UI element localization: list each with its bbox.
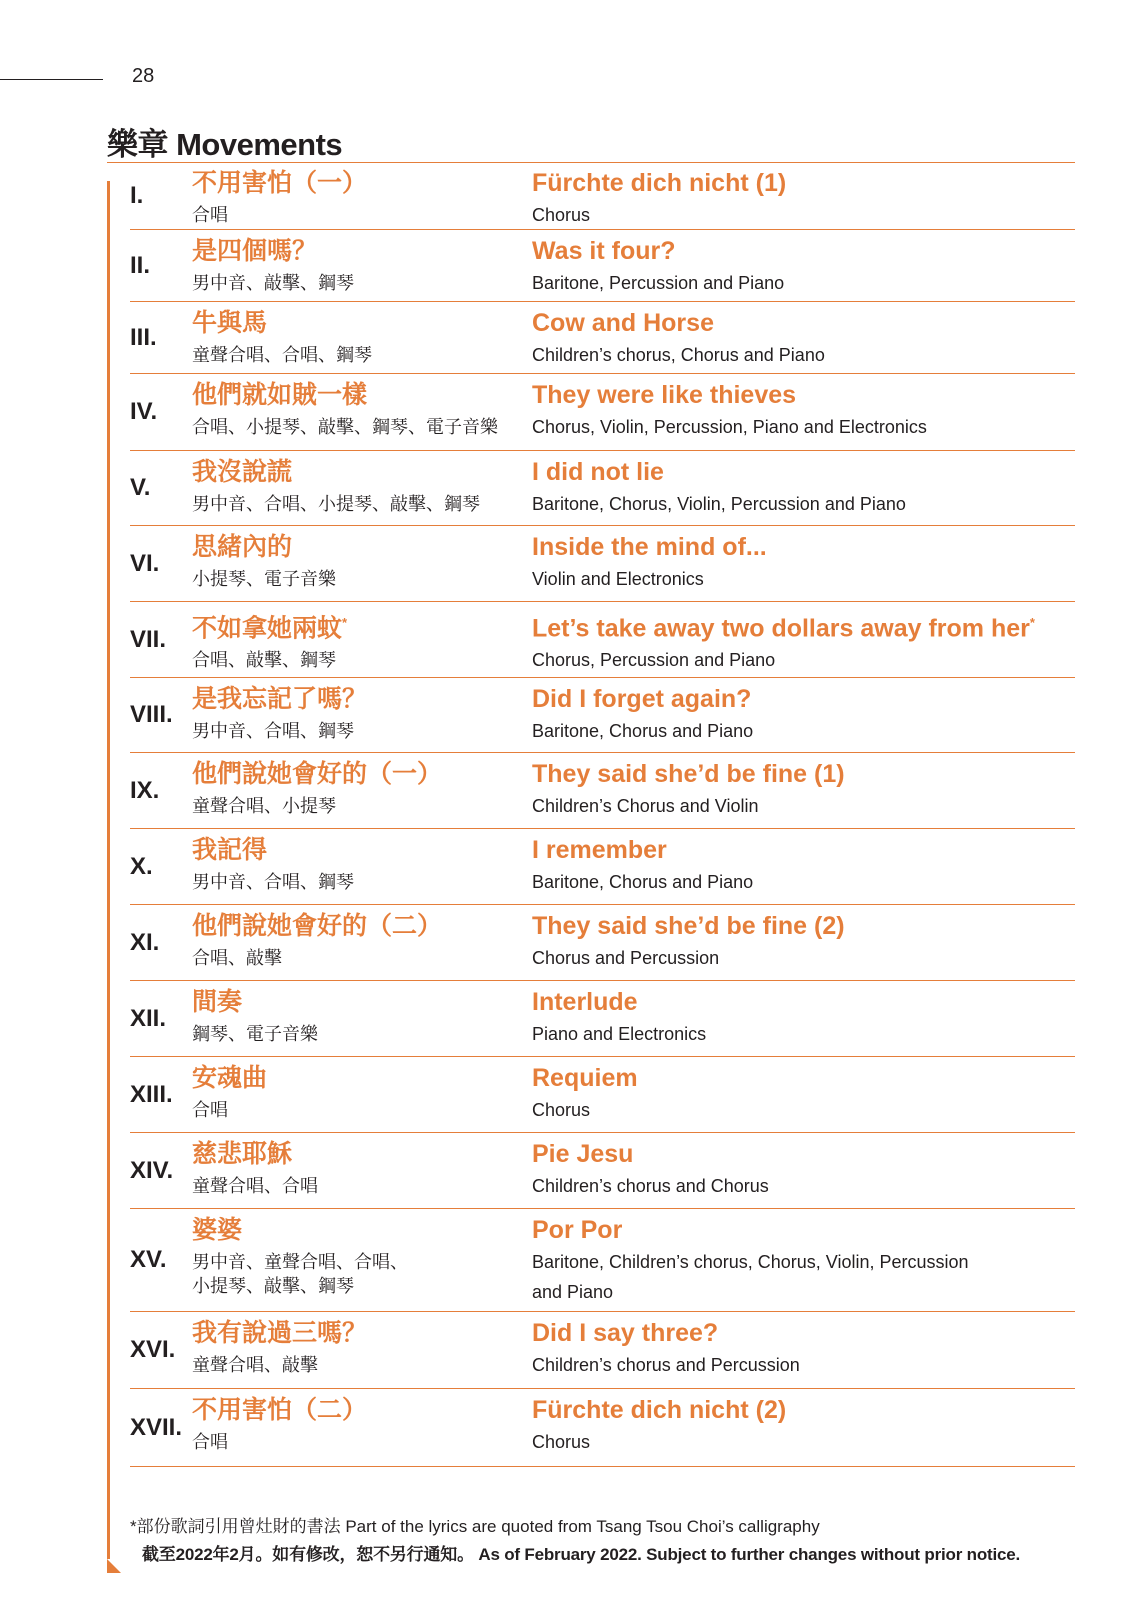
movement-english-title: Requiem	[532, 1064, 638, 1092]
movement-english-title: Fürchte dich nicht (2)	[532, 1396, 787, 1424]
movement-chinese-title: 我記得	[192, 836, 268, 864]
movement-row	[130, 1133, 1075, 1209]
movement-chinese-title: 是我忘記了嗎？	[192, 685, 368, 713]
movement-number: XI.	[130, 928, 160, 956]
movement-chinese	[192, 608, 347, 672]
movement-row	[130, 1389, 1075, 1467]
movement-number: I.	[130, 182, 144, 209]
movement-number: VIII.	[130, 701, 173, 728]
movement-english-title: Did I say three?	[532, 1319, 719, 1347]
movement-chinese-title: 他們說她會好的（一）	[192, 760, 443, 788]
movement-english-title: Did I forget again?	[532, 685, 752, 713]
movement-english-title: Pie Jesu	[532, 1140, 634, 1168]
movement-chinese-instrumentation: 合唱	[192, 205, 228, 225]
movement-chinese	[192, 532, 336, 591]
movement-number: XV.	[130, 1246, 167, 1273]
movement-english	[532, 532, 767, 594]
movement-chinese	[192, 1395, 367, 1454]
movement-english-instrumentation: Chorus	[532, 205, 591, 225]
movement-english-title: They said she’d be fine (2)	[532, 912, 845, 940]
movement-english-title: Cow and Horse	[532, 309, 714, 337]
movement-english-instrumentation: Chorus, Percussion and Piano	[532, 650, 776, 671]
movement-row	[130, 451, 1075, 526]
movement-row	[130, 1209, 1075, 1312]
movement-chinese-title: 間奏	[192, 988, 243, 1016]
movement-chinese-instrumentation: 小提琴、電子音樂	[192, 569, 336, 589]
movement-english	[532, 835, 753, 897]
movement-english	[532, 457, 906, 519]
movement-chinese-title: 我沒說謊	[192, 458, 293, 486]
movement-english-instrumentation-line2: and Piano	[532, 1282, 614, 1302]
movement-chinese	[192, 1215, 408, 1298]
section-title: 樂章 Movements	[107, 127, 343, 162]
movement-chinese	[192, 1063, 267, 1122]
movement-row	[130, 302, 1075, 374]
movement-english	[532, 1063, 638, 1125]
movement-chinese-title: 我有說過三嗎？	[192, 1319, 368, 1347]
movement-english	[532, 1139, 769, 1201]
change-notice: 截至2022年2月。如有修改，恕不另行通知。 As of February 2022. Subject to further changes without prior notice.	[142, 1545, 1021, 1564]
movement-english-instrumentation: Children’s chorus, Chorus and Piano	[532, 345, 825, 365]
movement-row	[130, 678, 1075, 753]
movement-chinese-instrumentation: 童聲合唱、合唱	[192, 1176, 318, 1196]
movement-english	[532, 308, 825, 370]
movement-chinese-instrumentation-line2: 小提琴、敲擊、鋼琴	[192, 1276, 354, 1296]
movement-chinese-instrumentation: 合唱、敲擊、鋼琴	[192, 650, 336, 671]
movement-row	[130, 526, 1075, 602]
movement-number: V.	[130, 474, 151, 501]
movement-english-title-text: Let’s take away two dollars away from her	[532, 614, 1030, 643]
movement-chinese-instrumentation: 男中音、合唱、小提琴、敲擊、鋼琴	[192, 494, 480, 514]
movement-chinese-title	[192, 608, 347, 643]
movement-english	[532, 380, 927, 442]
movement-chinese-instrumentation: 男中音、敲擊、鋼琴	[192, 273, 354, 293]
movement-chinese-title: 婆婆	[192, 1216, 243, 1244]
movement-chinese-instrumentation: 童聲合唱、合唱、鋼琴	[192, 345, 372, 365]
movement-number: III.	[130, 323, 157, 351]
movement-english-instrumentation: Piano and Electronics	[532, 1024, 707, 1044]
movement-row	[130, 602, 1075, 678]
movement-english-title: I remember	[532, 836, 667, 864]
movement-row	[130, 163, 1075, 230]
movement-english-instrumentation: Chorus, Violin, Percussion, Piano and Electronics	[532, 417, 927, 437]
movement-chinese-instrumentation: 合唱、敲擊	[192, 948, 282, 968]
movement-english-title: They said she’d be fine (1)	[532, 760, 845, 788]
movement-chinese-instrumentation: 男中音、合唱、鋼琴	[192, 721, 354, 741]
movement-english	[532, 1215, 969, 1307]
movement-row	[130, 374, 1075, 451]
movement-row	[130, 1057, 1075, 1133]
movement-english-instrumentation: Chorus and Percussion	[532, 948, 720, 968]
movement-chinese	[192, 457, 480, 516]
movement-english-title: They were like thieves	[532, 381, 797, 409]
movement-chinese	[192, 835, 354, 894]
movement-english	[532, 1395, 786, 1457]
movement-number: XVII.	[130, 1413, 183, 1441]
movement-chinese-title: 他們就如賊一樣	[192, 381, 368, 409]
movement-row	[130, 753, 1075, 829]
movement-chinese	[192, 168, 367, 227]
movement-english-title: Fürchte dich nicht (1)	[532, 169, 787, 197]
movement-chinese	[192, 987, 318, 1046]
movement-chinese-instrumentation: 男中音、合唱、鋼琴	[192, 872, 354, 892]
movement-chinese-title: 慈悲耶穌	[192, 1140, 293, 1168]
movement-english-title: Was it four?	[532, 237, 676, 265]
movement-chinese	[192, 759, 442, 818]
movement-english-instrumentation: Baritone, Children’s chorus, Chorus, Violin, Percussion	[532, 1252, 969, 1272]
movement-row	[130, 981, 1075, 1057]
movements-list	[130, 163, 1075, 1467]
movement-number: XVI.	[130, 1336, 176, 1363]
movement-english-title: I did not lie	[532, 458, 664, 486]
movement-number: VII.	[130, 625, 167, 653]
movement-number: XII.	[130, 1004, 167, 1032]
movement-chinese	[192, 308, 372, 367]
movement-english	[532, 911, 845, 973]
movement-number: XIII.	[130, 1080, 173, 1108]
movement-chinese-instrumentation: 合唱	[192, 1432, 228, 1452]
movement-number: II.	[130, 251, 151, 279]
movement-row	[130, 230, 1075, 302]
footnote-mark: *	[1029, 615, 1035, 630]
movement-english-title: Inside the mind of...	[532, 533, 767, 561]
movement-chinese-title: 思緒內的	[192, 533, 293, 561]
footnote: *部份歌詞引用曾灶財的書法 Part of the lyrics are quoted from Tsang Tsou Choi’s calligraphy	[130, 1517, 820, 1536]
movement-english	[532, 759, 845, 821]
movement-english-instrumentation: Baritone, Percussion and Piano	[532, 273, 785, 293]
movement-chinese-instrumentation: 男中音、童聲合唱、合唱、	[192, 1252, 408, 1272]
movement-english-instrumentation: Baritone, Chorus and Piano	[532, 721, 754, 741]
movement-chinese	[192, 236, 354, 295]
movement-english-title: Interlude	[532, 988, 638, 1016]
movement-english-instrumentation: Chorus	[532, 1432, 591, 1452]
left-accent-bar	[107, 181, 110, 1559]
movement-english-title: Por Por	[532, 1216, 623, 1244]
movement-english-instrumentation: Children’s chorus and Percussion	[532, 1355, 800, 1375]
movement-english-instrumentation: Baritone, Chorus and Piano	[532, 872, 754, 892]
movement-english-instrumentation: Violin and Electronics	[532, 569, 704, 589]
movement-number: X.	[130, 852, 153, 880]
corner-triangle-mark	[107, 1559, 121, 1573]
movement-chinese-instrumentation: 童聲合唱、敲擊	[192, 1355, 318, 1375]
movement-chinese	[192, 1139, 318, 1198]
movement-chinese-instrumentation: 童聲合唱、小提琴	[192, 796, 336, 816]
movement-english-instrumentation: Baritone, Chorus, Violin, Percussion and Piano	[532, 494, 906, 514]
movement-english-title	[532, 608, 1035, 643]
movement-row	[130, 829, 1075, 905]
movement-english-instrumentation: Children’s chorus and Chorus	[532, 1176, 769, 1196]
movement-chinese-instrumentation: 合唱	[192, 1100, 228, 1120]
movement-english	[532, 684, 753, 746]
movement-english-instrumentation: Children’s Chorus and Violin	[532, 796, 759, 816]
movement-chinese-title: 牛與馬	[192, 309, 268, 337]
movement-english	[532, 236, 784, 298]
movement-chinese-title: 他們說她會好的（二）	[192, 912, 443, 940]
movement-chinese-title: 安魂曲	[192, 1064, 268, 1092]
movement-number: IX.	[130, 776, 160, 804]
movement-row	[130, 905, 1075, 981]
movement-chinese	[192, 380, 498, 439]
movement-row	[130, 1312, 1075, 1389]
movement-chinese-instrumentation: 鋼琴、電子音樂	[192, 1024, 318, 1044]
movement-chinese	[192, 911, 442, 970]
movement-chinese	[192, 1318, 367, 1377]
movement-chinese	[192, 684, 367, 743]
movement-chinese-title: 不用害怕（二）	[192, 1396, 368, 1424]
top-rule	[0, 79, 103, 80]
movement-english	[532, 987, 706, 1049]
movement-chinese-title-text: 不如拿她兩蚊	[192, 614, 343, 643]
movement-chinese-instrumentation: 合唱、小提琴、敲擊、鋼琴、電子音樂	[192, 417, 498, 437]
movement-chinese-title: 不用害怕（一）	[192, 169, 368, 197]
movement-number: IV.	[130, 398, 158, 425]
movement-number: VI.	[130, 549, 160, 577]
movement-english	[532, 168, 786, 230]
footnote-mark: *	[342, 615, 348, 630]
movement-english	[532, 1318, 800, 1380]
movement-english	[532, 608, 1035, 675]
movement-english-instrumentation: Chorus	[532, 1100, 591, 1120]
movement-number: XIV.	[130, 1156, 174, 1184]
movement-chinese-title: 是四個嗎？	[192, 237, 318, 265]
page-number: 28	[132, 65, 155, 87]
